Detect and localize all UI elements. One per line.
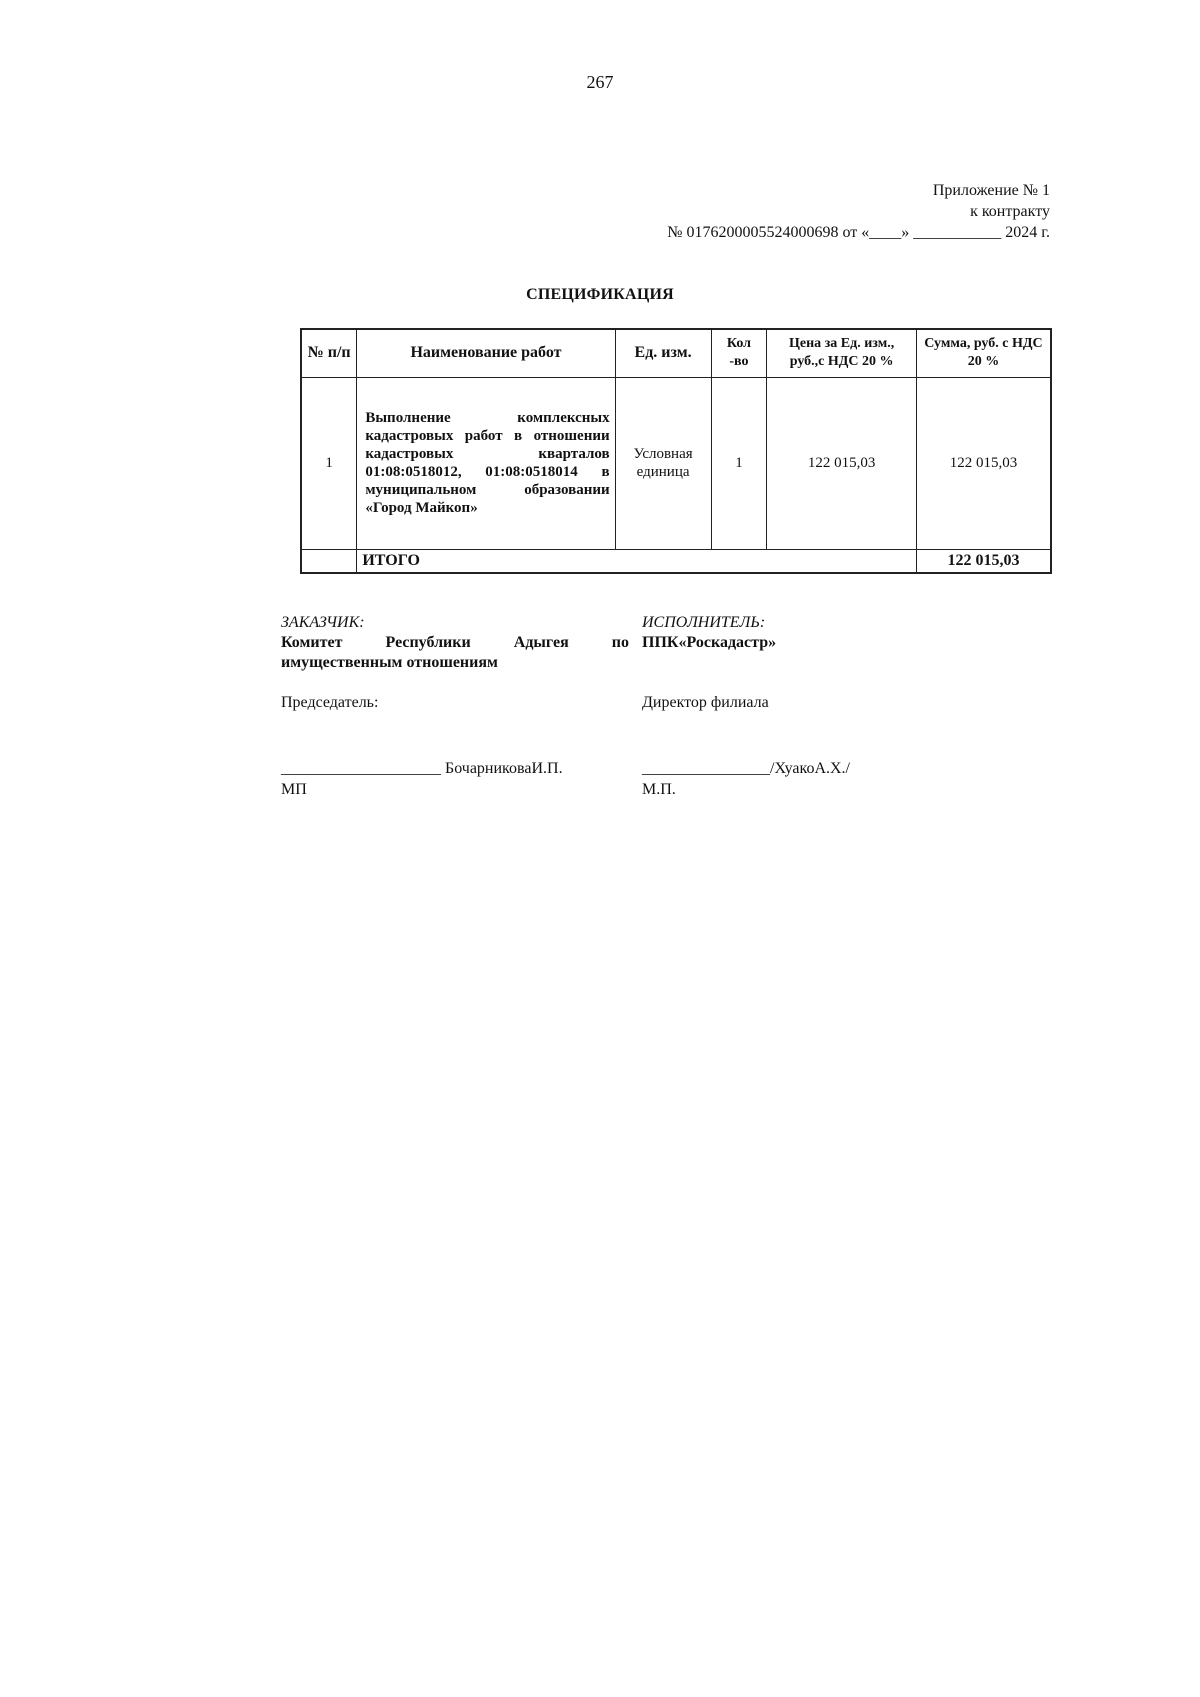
cell-num: 1 [301,377,357,549]
total-empty-cell [301,549,357,573]
header-num: № п/п [301,329,357,377]
customer-stamp-label: МП [281,781,307,798]
contractor-block [642,613,1002,653]
specification-table [300,328,1052,574]
cell-unit: Условная единица [615,377,711,549]
contractor-position: Директор филиала [642,694,769,711]
total-row [301,549,1051,573]
contractor-org: ППК«Роскадастр» [642,634,777,651]
header-price: Цена за Ед. изм., руб.,с НДС 20 % [767,329,916,377]
cell-qty: 1 [711,377,767,549]
header-qty: Кол -во [711,329,767,377]
header-name: Наименование работ [357,329,615,377]
appendix-line-1: Приложение № 1 [932,182,1050,199]
page-number: 267 [586,72,614,92]
customer-role: ЗАКАЗЧИК: [281,614,365,631]
contractor-signature-line: ________________/ХуакоА.Х./ [642,760,850,777]
customer-position: Председатель: [281,694,379,711]
contractor-role: ИСПОЛНИТЕЛЬ: [642,614,766,631]
customer-org: Комитет Республики Адыгея по имущественным отношениям [281,634,629,671]
table-row [301,377,1051,549]
appendix-line-3: № 0176200005524000698 от «____» ___________ 2024 г. [667,224,1050,241]
appendix-line-2: к контракту [970,203,1050,220]
table-header-row [301,329,1051,377]
total-label: ИТОГО [357,549,917,573]
cell-work-name: Выполнение комплексных кадастровых работ в отношении кадастровых кварталов 01:08:0518012, 01:08:0518014 в муниципальном образовании «Город Майкоп» [357,377,615,549]
contractor-stamp-label: М.П. [642,781,676,798]
header-unit: Ед. изм. [615,329,711,377]
header-sum: Сумма, руб. с НДС 20 % [916,329,1051,377]
cell-price: 122 015,03 [767,377,916,549]
appendix-header [667,180,1050,243]
customer-block [281,613,629,673]
customer-signature-line: ____________________ БочарниковаИ.П. [281,760,563,777]
cell-sum: 122 015,03 [916,377,1051,549]
total-sum: 122 015,03 [916,549,1051,573]
document-title: СПЕЦИФИКАЦИЯ [526,286,674,303]
